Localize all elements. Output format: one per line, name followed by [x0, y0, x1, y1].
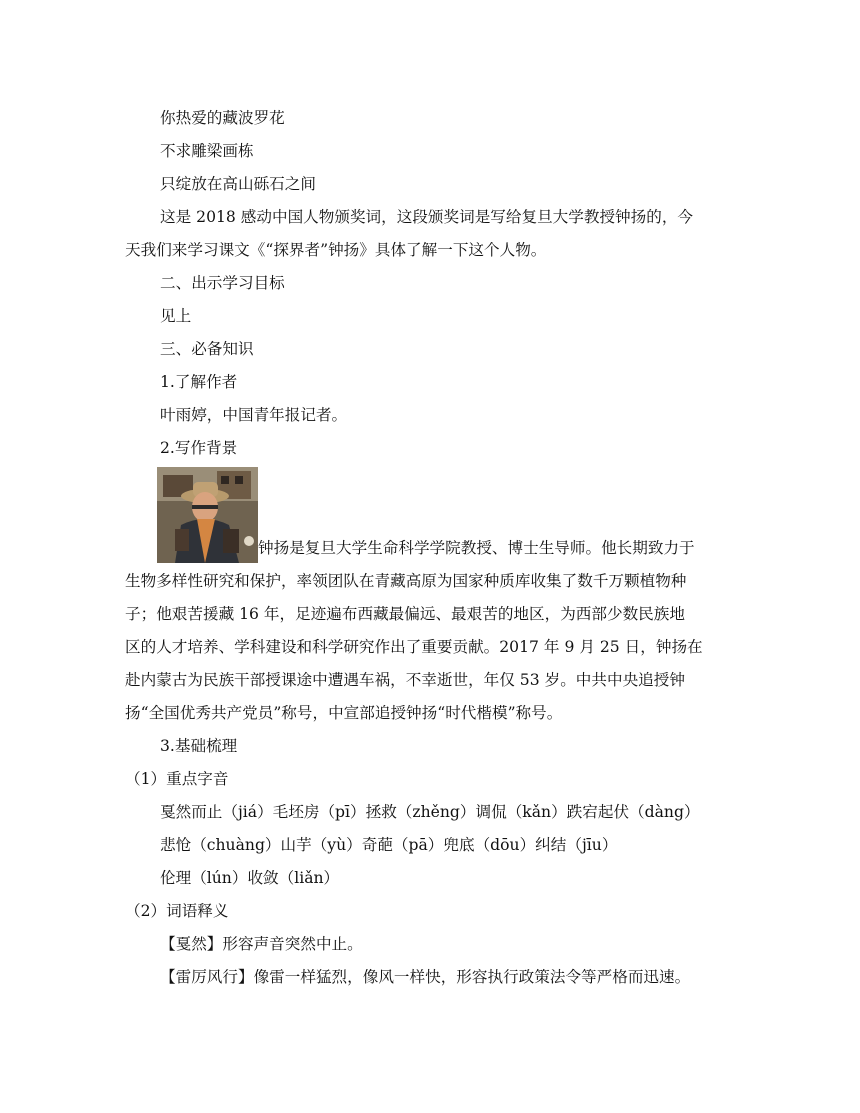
vocab-line-2: 【雷厉风行】像雷一样猛烈，像风一样快，形容执行政策法令等严格而迅速。 — [160, 968, 691, 986]
portrait-image — [157, 467, 258, 563]
section-2-heading: 二、出示学习目标 — [160, 274, 285, 292]
poem-line-3: 只绽放在高山砾石之间 — [160, 175, 316, 193]
vocab-line-1: 【戛然】形容声音突然中止。 — [160, 935, 363, 953]
item-2-title: 2.写作背景 — [160, 439, 238, 457]
section-3-heading: 三、必备知识 — [160, 340, 254, 358]
subsection-1-title: （1）重点字音 — [125, 770, 229, 788]
pronunciation-line-1: 戛然而止（jiá）毛坯房（pī）拯救（zhěng）调侃（kǎn）跌宕起伏（dàng） — [160, 803, 700, 821]
subsection-2-title: （2）词语释义 — [125, 902, 229, 920]
poem-line-2: 不求雕梁画栋 — [160, 142, 254, 160]
bio-line-5: 赴内蒙古为民族干部授课途中遭遇车祸，不幸逝世，年仅 53 岁。中共中央追授钟 — [125, 671, 685, 689]
pronunciation-line-3: 伦理（lún）收敛（liǎn） — [160, 869, 340, 887]
poem-line-1: 你热爱的藏波罗花 — [160, 109, 285, 127]
zhong-yang-photo — [157, 467, 258, 563]
bio-paragraph — [125, 565, 737, 730]
bio-line-1: 钟扬是复旦大学生命科学学院教授、博士生导师。他长期致力于 — [258, 539, 695, 557]
bio-line-4: 区的人才培养、学科建设和科学研究作出了重要贡献。2017 年 9 月 25 日，钟扬在 — [125, 638, 703, 656]
bio-photo-line — [125, 465, 737, 565]
item-1-title: 1.了解作者 — [160, 373, 238, 391]
section-2-body: 见上 — [160, 307, 192, 325]
document-content — [125, 102, 737, 994]
intro-line-2: 天我们来学习课文《“探界者”钟扬》具体了解一下这个人物。 — [125, 241, 547, 259]
bio-line-3: 子；他艰苦援藏 16 年，足迹遍布西藏最偏远、最艰苦的地区，为西部少数民族地 — [125, 605, 685, 623]
bio-line-2: 生物多样性研究和保护，率领团队在青藏高原为国家种质库收集了数千万颗植物种 — [125, 572, 687, 590]
pronunciation-line-2: 悲怆（chuàng）山芋（yù）奇葩（pā）兜底（dōu）纠结（jīu） — [160, 836, 618, 854]
item-3-title: 3.基础梳理 — [160, 737, 238, 755]
intro-line-1: 这是 2018 感动中国人物颁奖词，这段颁奖词是写给复旦大学教授钟扬的，今 — [160, 208, 694, 226]
item-1-body: 叶雨婷，中国青年报记者。 — [160, 406, 348, 424]
bio-line-6: 扬“全国优秀共产党员”称号，中宣部追授钟扬“时代楷模”称号。 — [125, 704, 563, 722]
